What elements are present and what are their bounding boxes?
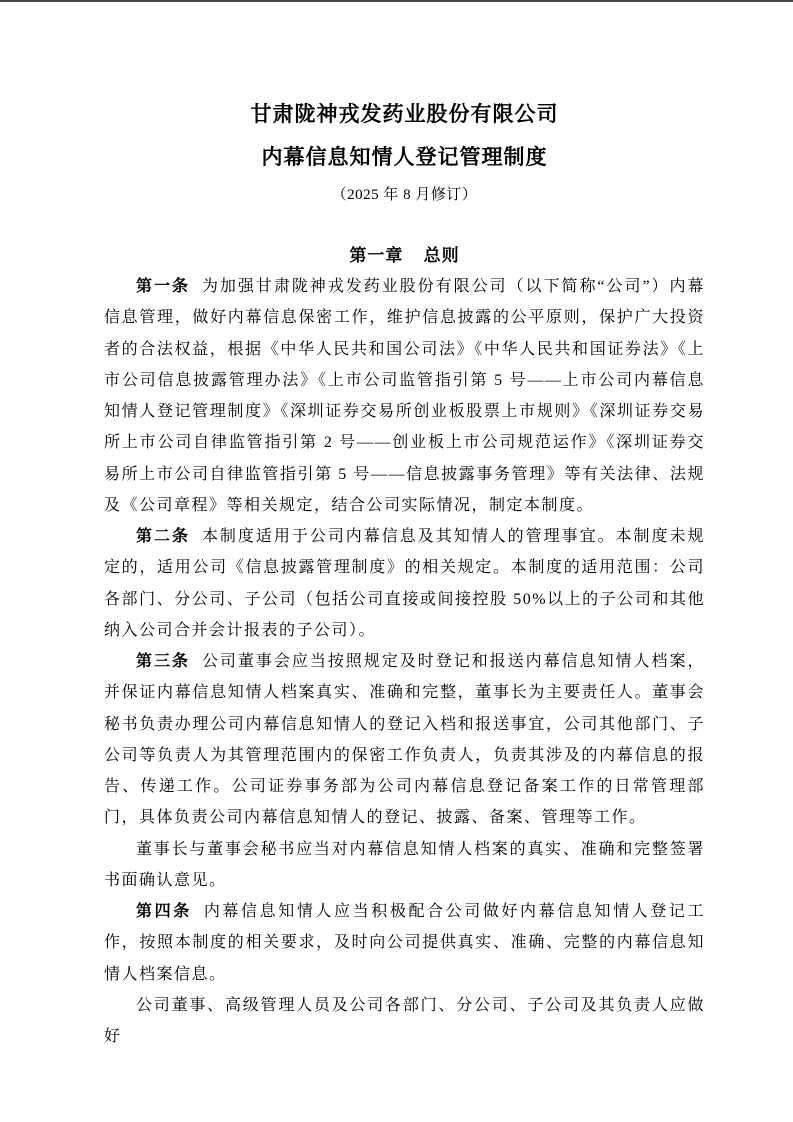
article-paragraph	[104, 896, 705, 990]
document-body	[104, 271, 705, 1052]
document-title: 内幕信息知情人登记管理制度	[261, 145, 548, 169]
article-text: 董事长与董事会秘书应当对内幕信息知情人档案的真实、准确和完整签署书面确认意见。	[104, 840, 705, 889]
article-label: 第三条	[136, 653, 190, 670]
article-paragraph	[104, 271, 705, 521]
article-text: 公司董事、高级管理人员及公司各部门、分公司、子公司及其负责人应做好	[104, 996, 705, 1045]
article-label: 第二条	[136, 528, 190, 545]
article-text: 本制度适用于公司内幕信息及其知情人的管理事宜。本制度未规定的，适用公司《信息披露管理制度》的相关规定。本制度的适用范围：公司各部门、分公司、子公司（包括公司直接或间接控股 50%以上的子公司和其他纳入公司合并会计报表的子公司）。	[104, 528, 705, 639]
chapter-title: 总则	[423, 246, 460, 265]
chapter-heading	[104, 240, 705, 271]
article-text: 内幕信息知情人应当积极配合公司做好内幕信息知情人登记工作，按照本制度的相关要求，及时向公司提供真实、准确、完整的内幕信息知情人档案信息。	[104, 903, 705, 983]
article-paragraph	[104, 990, 705, 1053]
document-content	[104, 0, 705, 1052]
article-label: 第一条	[136, 278, 190, 295]
article-paragraph	[104, 834, 705, 897]
article-text: 公司董事会应当按照规定及时登记和报送内幕信息知情人档案，并保证内幕信息知情人档案真实、准确和完整，董事长为主要责任人。董事会秘书负责办理公司内幕信息知情人的登记入档和报送事宜，公司其他部门、子公司等负责人为其管理范围内的保密工作负责人，负责其涉及的内幕信息的报告、传递工作。公司证券事务部为公司内幕信息登记备案工作的日常管理部门，具体负责公司内幕信息知情人的登记、披露、备案、管理等工作。	[104, 653, 705, 827]
company-name-title: 甘肃陇神戎发药业股份有限公司	[250, 102, 559, 126]
revision-date: （2025 年 8 月修订）	[331, 187, 478, 203]
article-paragraph	[104, 521, 705, 646]
article-paragraph	[104, 646, 705, 834]
chapter-number: 第一章	[349, 246, 404, 265]
article-label: 第四条	[136, 903, 192, 920]
article-text: 为加强甘肃陇神戎发药业股份有限公司（以下简称“公司”）内幕信息管理，做好内幕信息保密工作，维护信息披露的公平原则，保护广大投资者的合法权益，根据《中华人民共和国公司法》《中华人民共和国证券法》《上市公司信息披露管理办法》《上市公司监管指引第 5 号——上市公司内幕信息知情人登记管理制度》《深圳证券交易所创业板股票上市规则》《深圳证券交易所上市公司自律监管指引第 2 号——创业板上市公司规范运作》《深圳证券交易所上市公司自律监管指引第 5 号——信息披露事务管理》等有关法律、法规及《公司章程》等相关规定，结合公司实际情况，制定本制度。	[104, 278, 705, 514]
